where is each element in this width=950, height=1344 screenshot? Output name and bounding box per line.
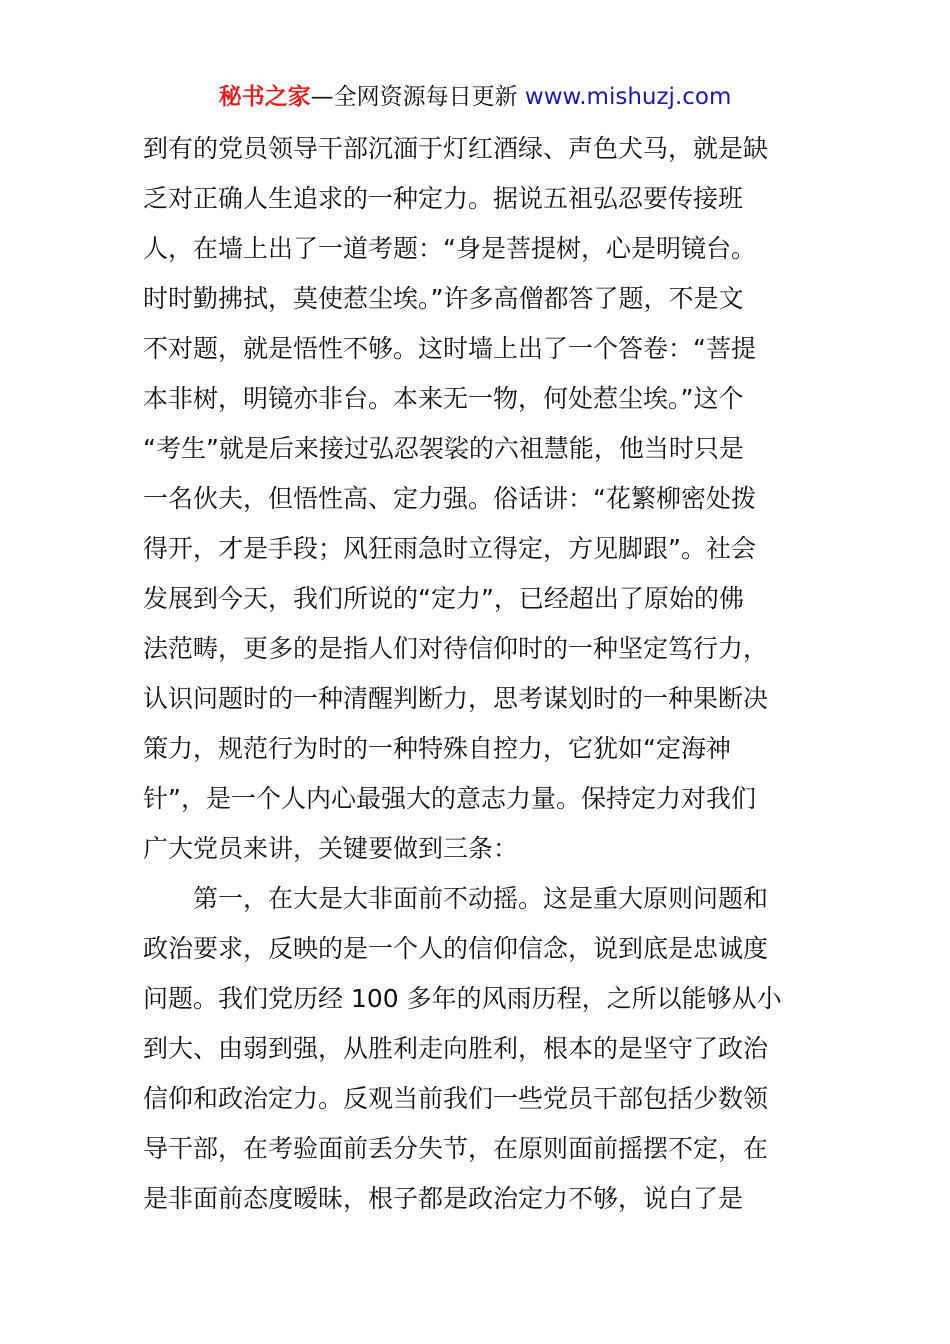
text-line: 针”，是一个人内心最强大的意志力量。保持定力对我们	[143, 784, 756, 813]
text-line: 到大、由弱到强，从胜利走向胜利，根本的是坚守了政治	[143, 1034, 769, 1063]
paragraph-first-line: 第一，在大是大非面前不动摇。这是重大原则问题和	[193, 884, 769, 913]
text-line: 得开，才是手段；风狂雨急时立得定，方见脚跟”。社会	[143, 534, 756, 563]
text-line: 到有的党员领导干部沉湎于灯红酒绿、声色犬马，就是缺	[143, 134, 769, 163]
text-line: 乏对正确人生追求的一种定力。据说五祖弘忍要传接班	[143, 184, 744, 213]
text-line: “考生”就是后来接过弘忍袈裟的六祖慧能，他当时只是	[143, 434, 744, 463]
text-line: 信仰和政治定力。反观当前我们一些党员干部包括少数领	[143, 1084, 769, 1113]
site-brand: 秘书之家	[218, 84, 311, 110]
text-line: 问题。我们党历经 100 多年的风雨历程，之所以能够从小	[143, 984, 782, 1013]
text-line: 策力，规范行为时的一种特殊自控力，它犹如“定海神	[143, 734, 731, 763]
text-line: 人，在墙上出了一道考题：“身是菩提树，心是明镜台。	[143, 234, 756, 263]
document-body	[143, 124, 808, 1224]
text-line: 一名伙夫，但悟性高、定力强。俗话讲：“花繁柳密处拨	[143, 484, 756, 513]
site-url-link[interactable]: www.mishuzj.com	[524, 84, 732, 110]
text-line: 不对题，就是悟性不够。这时墙上出了一个答卷：“菩提	[143, 334, 756, 363]
text-line: 认识问题时的一种清醒判断力，思考谋划时的一种果断决	[143, 684, 769, 713]
text-line: 发展到今天，我们所说的“定力”，已经超出了原始的佛	[143, 584, 744, 613]
text-line: 本非树，明镜亦非台。本来无一物，何处惹尘埃。”这个	[143, 384, 744, 413]
text-line: 广大党员来讲，关键要做到三条：	[143, 834, 519, 863]
text-line: 导干部，在考验面前丢分失节，在原则面前摇摆不定，在	[143, 1134, 769, 1163]
text-line: 法范畴，更多的是指人们对待信仰时的一种坚定笃行力，	[143, 634, 769, 663]
page-header	[0, 80, 950, 114]
text-line: 是非面前态度暧昧，根子都是政治定力不够，说白了是	[143, 1184, 744, 1213]
text-line: 政治要求，反映的是一个人的信仰信念，说到底是忠诚度	[143, 934, 769, 963]
text-line: 时时勤拂拭，莫使惹尘埃。”许多高僧都答了题，不是文	[143, 284, 744, 313]
site-tagline: —全网资源每日更新	[310, 84, 525, 110]
